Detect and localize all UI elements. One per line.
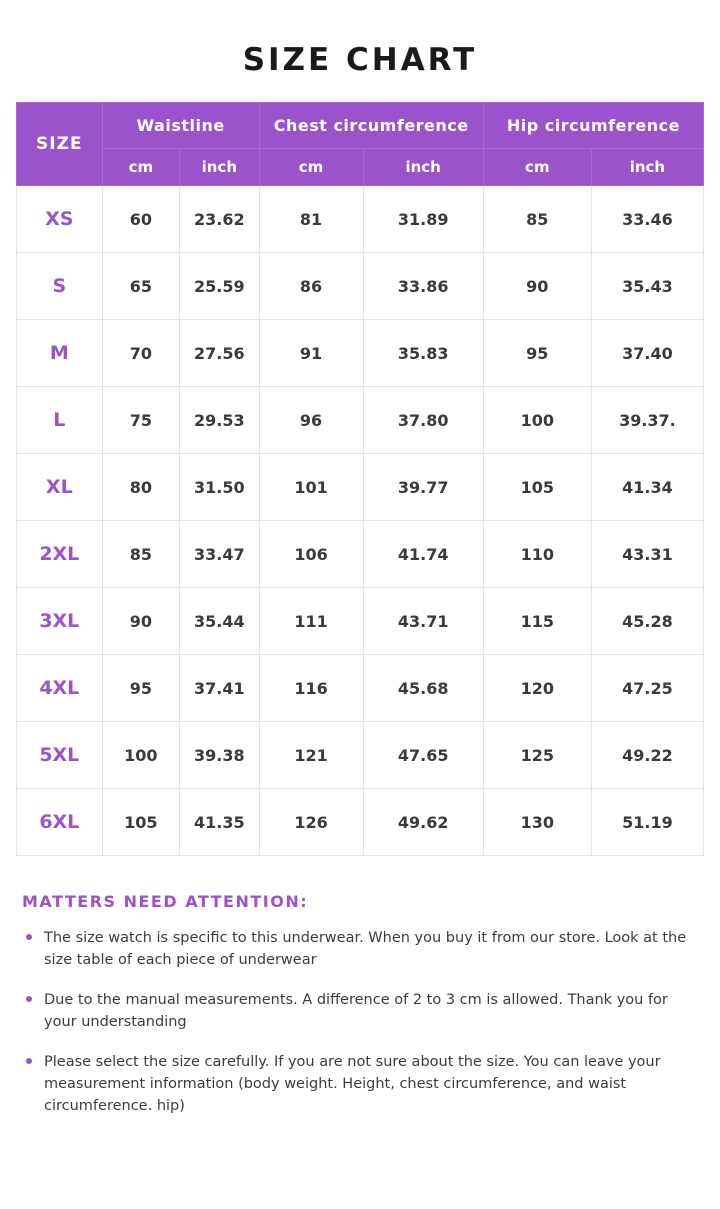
header-row-units bbox=[17, 149, 704, 186]
cell-size: 3XL bbox=[17, 588, 103, 655]
cell-chest-inch: 37.80 bbox=[363, 387, 483, 454]
cell-hip-inch: 35.43 bbox=[591, 253, 703, 320]
cell-waist-cm: 80 bbox=[102, 454, 179, 521]
cell-chest-cm: 81 bbox=[259, 186, 363, 253]
cell-hip-cm: 95 bbox=[483, 320, 591, 387]
cell-hip-inch: 41.34 bbox=[591, 454, 703, 521]
header-unit-hip-cm: cm bbox=[483, 149, 591, 186]
cell-hip-cm: 105 bbox=[483, 454, 591, 521]
cell-chest-inch: 41.74 bbox=[363, 521, 483, 588]
cell-hip-cm: 90 bbox=[483, 253, 591, 320]
table-row bbox=[17, 454, 704, 521]
notes-title: MATTERS NEED ATTENTION: bbox=[22, 892, 309, 911]
cell-chest-inch: 43.71 bbox=[363, 588, 483, 655]
cell-hip-inch: 51.19 bbox=[591, 789, 703, 856]
bullet-icon bbox=[26, 934, 32, 940]
cell-hip-cm: 100 bbox=[483, 387, 591, 454]
cell-size: 4XL bbox=[17, 655, 103, 722]
cell-chest-cm: 106 bbox=[259, 521, 363, 588]
cell-waist-inch: 27.56 bbox=[180, 320, 260, 387]
header-unit-chest-inch: inch bbox=[363, 149, 483, 186]
cell-waist-inch: 33.47 bbox=[180, 521, 260, 588]
header-unit-waist-inch: inch bbox=[180, 149, 260, 186]
cell-waist-cm: 95 bbox=[102, 655, 179, 722]
table-row bbox=[17, 722, 704, 789]
cell-waist-inch: 35.44 bbox=[180, 588, 260, 655]
table-row bbox=[17, 588, 704, 655]
cell-size: L bbox=[17, 387, 103, 454]
table-row bbox=[17, 253, 704, 320]
table-row bbox=[17, 521, 704, 588]
cell-hip-cm: 110 bbox=[483, 521, 591, 588]
header-unit-waist-cm: cm bbox=[102, 149, 179, 186]
list-item bbox=[22, 927, 698, 971]
cell-size: XS bbox=[17, 186, 103, 253]
list-item bbox=[22, 1051, 698, 1117]
table-header bbox=[17, 103, 704, 186]
cell-hip-inch: 47.25 bbox=[591, 655, 703, 722]
cell-size: 2XL bbox=[17, 521, 103, 588]
cell-waist-cm: 75 bbox=[102, 387, 179, 454]
list-item bbox=[22, 989, 698, 1033]
cell-waist-cm: 100 bbox=[102, 722, 179, 789]
cell-waist-inch: 29.53 bbox=[180, 387, 260, 454]
header-group-waistline: Waistline bbox=[102, 103, 259, 149]
header-size: SIZE bbox=[17, 103, 103, 186]
bullet-icon bbox=[26, 996, 32, 1002]
notes-list bbox=[22, 927, 698, 1117]
table-row bbox=[17, 186, 704, 253]
cell-chest-cm: 121 bbox=[259, 722, 363, 789]
cell-hip-inch: 37.40 bbox=[591, 320, 703, 387]
cell-size: M bbox=[17, 320, 103, 387]
cell-waist-cm: 105 bbox=[102, 789, 179, 856]
cell-chest-cm: 91 bbox=[259, 320, 363, 387]
cell-waist-cm: 60 bbox=[102, 186, 179, 253]
cell-size: 6XL bbox=[17, 789, 103, 856]
table-row bbox=[17, 320, 704, 387]
header-unit-chest-cm: cm bbox=[259, 149, 363, 186]
table-row bbox=[17, 387, 704, 454]
cell-chest-cm: 111 bbox=[259, 588, 363, 655]
note-text: Please select the size carefully. If you are not sure about the size. You can leave your measurement information (body weight. Height, chest circumference, and waist circumference. hip) bbox=[44, 1054, 661, 1115]
size-table-container bbox=[0, 102, 720, 856]
note-text: The size watch is specific to this underwear. When you buy it from our store. Look at the size table of each piece of underwear bbox=[44, 930, 687, 969]
cell-waist-cm: 90 bbox=[102, 588, 179, 655]
cell-chest-cm: 101 bbox=[259, 454, 363, 521]
cell-hip-cm: 85 bbox=[483, 186, 591, 253]
cell-hip-cm: 130 bbox=[483, 789, 591, 856]
header-unit-hip-inch: inch bbox=[591, 149, 703, 186]
cell-waist-inch: 39.38 bbox=[180, 722, 260, 789]
table-row bbox=[17, 789, 704, 856]
cell-chest-cm: 116 bbox=[259, 655, 363, 722]
cell-waist-inch: 25.59 bbox=[180, 253, 260, 320]
cell-hip-inch: 45.28 bbox=[591, 588, 703, 655]
cell-waist-cm: 65 bbox=[102, 253, 179, 320]
cell-chest-inch: 47.65 bbox=[363, 722, 483, 789]
cell-hip-cm: 120 bbox=[483, 655, 591, 722]
cell-chest-inch: 45.68 bbox=[363, 655, 483, 722]
cell-hip-cm: 115 bbox=[483, 588, 591, 655]
notes-section bbox=[0, 856, 720, 1117]
cell-chest-inch: 33.86 bbox=[363, 253, 483, 320]
cell-hip-inch: 33.46 bbox=[591, 186, 703, 253]
table-body bbox=[17, 186, 704, 856]
header-group-hip: Hip circumference bbox=[483, 103, 703, 149]
note-text: Due to the manual measurements. A difference of 2 to 3 cm is allowed. Thank you for your understanding bbox=[44, 992, 668, 1031]
cell-hip-cm: 125 bbox=[483, 722, 591, 789]
cell-chest-inch: 49.62 bbox=[363, 789, 483, 856]
cell-waist-inch: 37.41 bbox=[180, 655, 260, 722]
cell-hip-inch: 39.37. bbox=[591, 387, 703, 454]
cell-size: XL bbox=[17, 454, 103, 521]
header-row-groups bbox=[17, 103, 704, 149]
cell-chest-cm: 86 bbox=[259, 253, 363, 320]
cell-chest-inch: 35.83 bbox=[363, 320, 483, 387]
cell-waist-inch: 23.62 bbox=[180, 186, 260, 253]
cell-waist-cm: 85 bbox=[102, 521, 179, 588]
table-row bbox=[17, 655, 704, 722]
size-table bbox=[16, 102, 704, 856]
cell-size: 5XL bbox=[17, 722, 103, 789]
cell-chest-inch: 39.77 bbox=[363, 454, 483, 521]
cell-chest-cm: 126 bbox=[259, 789, 363, 856]
cell-waist-inch: 31.50 bbox=[180, 454, 260, 521]
page-title: SIZE CHART bbox=[242, 42, 478, 78]
cell-hip-inch: 49.22 bbox=[591, 722, 703, 789]
cell-waist-inch: 41.35 bbox=[180, 789, 260, 856]
cell-size: S bbox=[17, 253, 103, 320]
bullet-icon bbox=[26, 1058, 32, 1064]
header-group-chest: Chest circumference bbox=[259, 103, 483, 149]
cell-chest-cm: 96 bbox=[259, 387, 363, 454]
cell-chest-inch: 31.89 bbox=[363, 186, 483, 253]
cell-waist-cm: 70 bbox=[102, 320, 179, 387]
cell-hip-inch: 43.31 bbox=[591, 521, 703, 588]
